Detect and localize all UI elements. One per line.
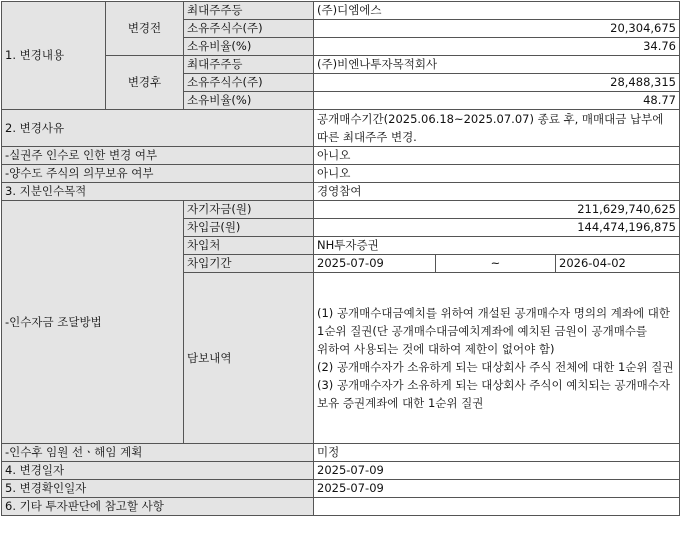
lockup-value: 아니오 (314, 165, 680, 183)
lockup-row (2, 165, 680, 183)
other-value (314, 498, 680, 516)
purpose-value: 경영참여 (314, 183, 680, 201)
disclosure-table (1, 1, 680, 516)
executives-label: -인수후 임원 선ㆍ해임 계획 (2, 444, 314, 462)
own-funds-value: 211,629,740,625 (314, 201, 680, 219)
other-label: 6. 기타 투자판단에 참고할 사항 (2, 498, 314, 516)
funding-label: -인수자금 조달방법 (2, 201, 184, 444)
borrowings-label: 차입금(원) (184, 219, 314, 237)
reason-text: 공개매수기간(2025.06.18~2025.07.07) 종료 후, 매매대금 납부에 따른 최대주주 변경. (314, 110, 680, 147)
collateral-value (314, 273, 680, 444)
change-details-label: 1. 변경내용 (2, 2, 106, 110)
executives-value: 미정 (314, 444, 680, 462)
collateral-item-2: (2) 공개매수자가 소유하게 되는 대상회사 주식 전체에 대한 1순위 질권 (317, 360, 674, 374)
before-row-holder (2, 2, 680, 20)
lockup-label: -양수도 주식의 의무보유 여부 (2, 165, 314, 183)
lender-label: 차입처 (184, 237, 314, 255)
after-shares-value: 28,488,315 (314, 74, 680, 92)
before-holder-value: (주)디엠에스 (314, 2, 680, 20)
change-date-label: 4. 변경일자 (2, 462, 314, 480)
control-change-row (2, 147, 680, 165)
confirm-date-label: 5. 변경확인일자 (2, 480, 314, 498)
borrowings-value: 144,474,196,875 (314, 219, 680, 237)
purpose-label: 3. 지분인수목적 (2, 183, 314, 201)
reason-label: 2. 변경사유 (2, 110, 314, 147)
before-ratio-label: 소유비율(%) (184, 38, 314, 56)
after-ratio-value: 48.77 (314, 92, 680, 110)
after-holder-value: (주)비엔나투자목적회사 (314, 56, 680, 74)
period-sep: ~ (436, 255, 556, 273)
after-holder-label: 최대주주등 (184, 56, 314, 74)
collateral-item-3: (3) 공개매수자가 소유하게 되는 대상회사 주식이 예치되는 공개매수자 보유 증권계좌에 대한 1순위 질권 (317, 378, 670, 410)
own-funds-label: 자기자금(원) (184, 201, 314, 219)
purpose-row (2, 183, 680, 201)
before-label: 변경전 (106, 2, 184, 56)
lender-value: NH투자증권 (314, 237, 680, 255)
period-start: 2025-07-09 (314, 255, 436, 273)
executives-row (2, 444, 680, 462)
period-label: 차입기간 (184, 255, 314, 273)
reason-row (2, 110, 680, 147)
control-change-label: -실권주 인수로 인한 변경 여부 (2, 147, 314, 165)
before-ratio-value: 34.76 (314, 38, 680, 56)
control-change-value: 아니오 (314, 147, 680, 165)
before-holder-label: 최대주주등 (184, 2, 314, 20)
confirm-date-row (2, 480, 680, 498)
change-date-row (2, 462, 680, 480)
period-end: 2026-04-02 (556, 255, 680, 273)
change-date-value: 2025-07-09 (314, 462, 680, 480)
before-shares-label: 소유주식수(주) (184, 20, 314, 38)
after-ratio-label: 소유비율(%) (184, 92, 314, 110)
collateral-item-1: (1) 공개매수대금예치를 위하여 개설된 공개매수자 명의의 계좌에 대한 1순위 질권(단 공개매수대금예치계좌에 예치된 금원이 공개매수를 위하여 사용되는 것에 대하여 제한이 없어야 함) (317, 306, 670, 356)
after-label: 변경후 (106, 56, 184, 110)
after-shares-label: 소유주식수(주) (184, 74, 314, 92)
before-shares-value: 20,304,675 (314, 20, 680, 38)
other-row (2, 498, 680, 516)
confirm-date-value: 2025-07-09 (314, 480, 680, 498)
own-funds-row (2, 201, 680, 219)
collateral-label: 담보내역 (184, 273, 314, 444)
